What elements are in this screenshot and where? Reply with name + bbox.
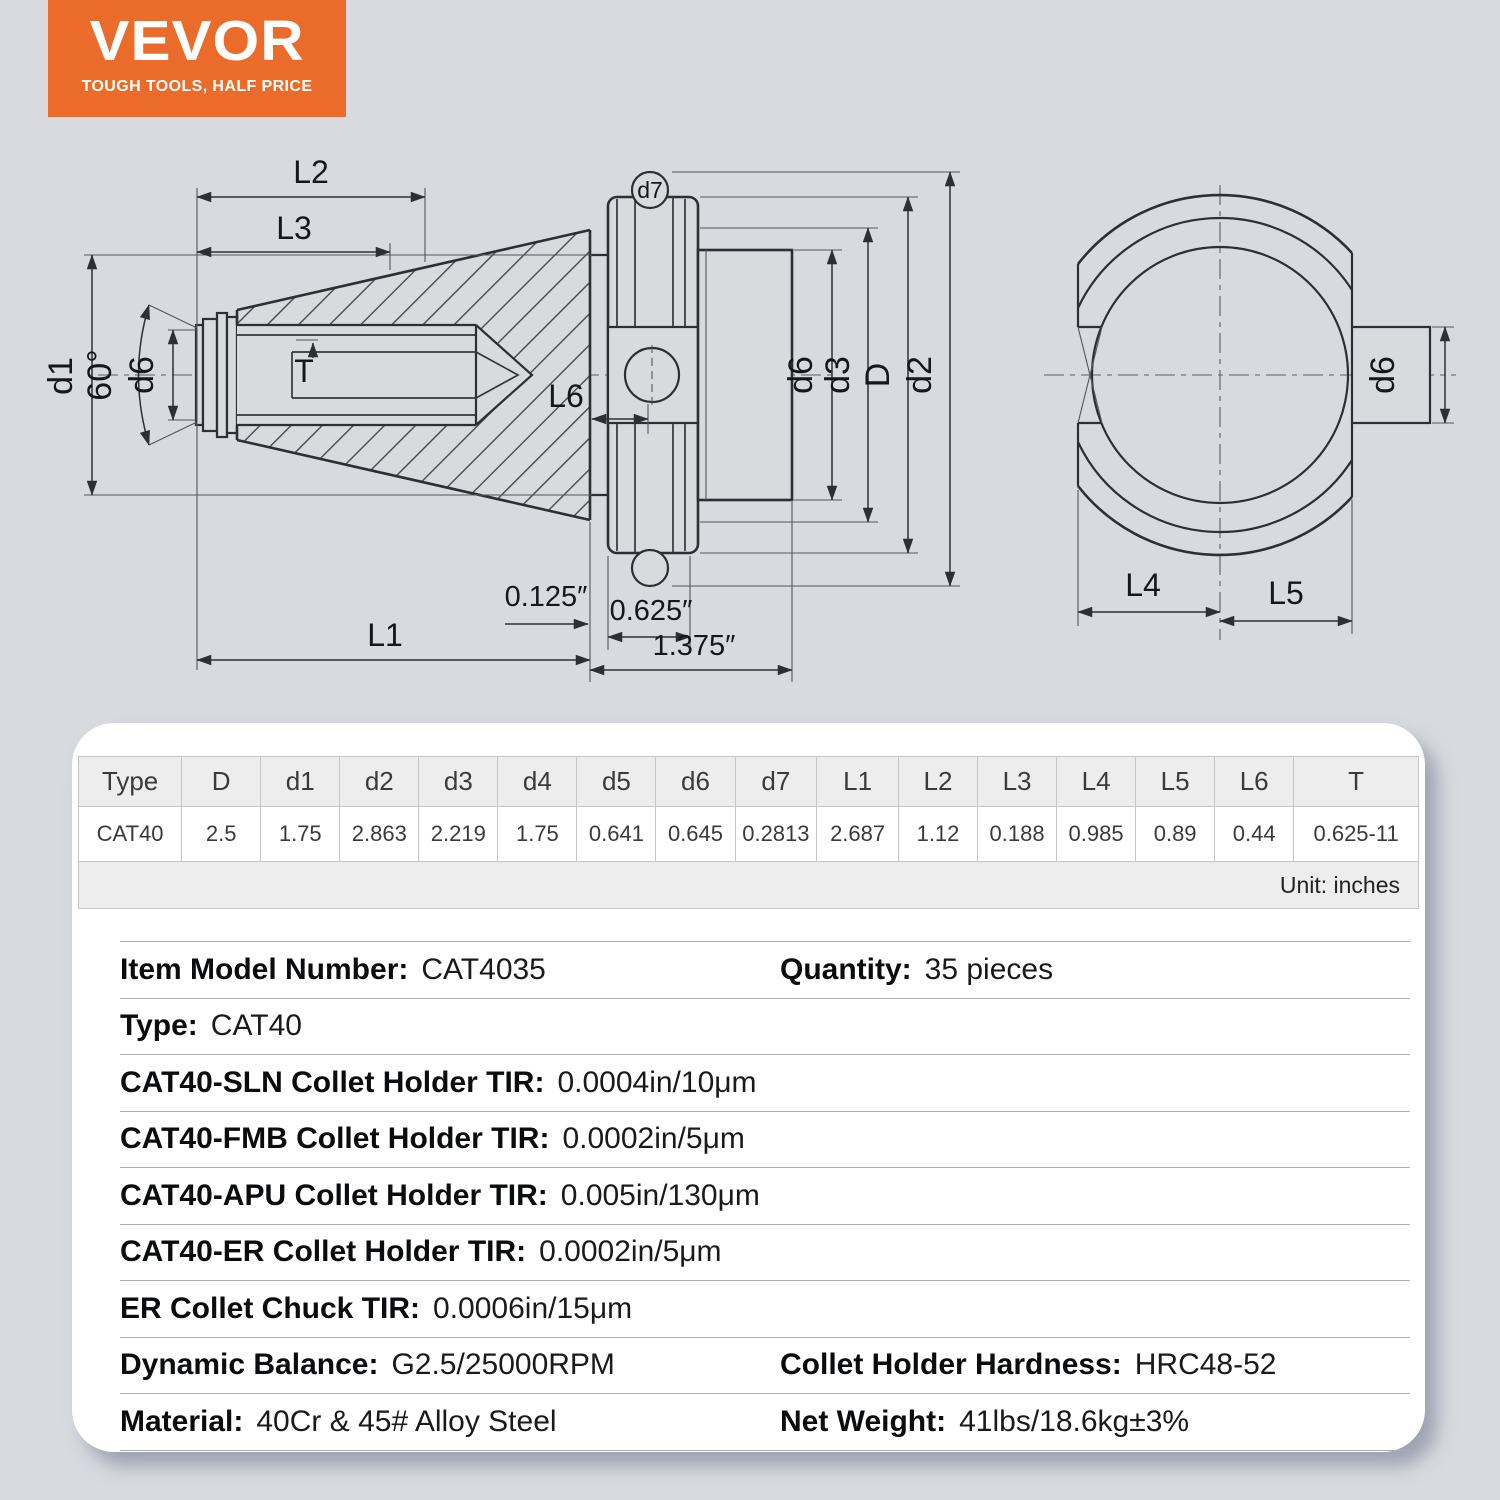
unit-row — [79, 862, 1419, 909]
detail-value: 0.0002in/5μm — [539, 1235, 722, 1269]
detail-value: 0.0002in/5μm — [562, 1122, 745, 1156]
col-header: L5 — [1136, 757, 1215, 807]
col-header: L6 — [1215, 757, 1294, 807]
dim-label-d3: d3 — [819, 356, 857, 394]
detail-row-sln-tir — [120, 1055, 1410, 1112]
detail-label: Item Model Number: — [120, 952, 409, 986]
detail-value: G2.5/25000RPM — [391, 1348, 615, 1382]
dim-label-60deg: 60° — [81, 349, 119, 401]
dim-label-d6-bore: d6 — [123, 356, 161, 394]
dim-label-d7: d7 — [637, 177, 663, 203]
dim-label-0125: 0.125″ — [504, 581, 588, 613]
spec-cell: 1.75 — [261, 807, 340, 862]
detail-value: 35 pieces — [924, 952, 1054, 986]
detail-value: HRC48-52 — [1134, 1348, 1277, 1382]
detail-row-balance — [120, 1338, 1410, 1395]
spec-cell: 1.75 — [498, 807, 577, 862]
detail-value: 0.0006in/15μm — [433, 1291, 633, 1325]
spec-cell: 2.863 — [340, 807, 419, 862]
dim-l4-l5 — [1078, 490, 1352, 634]
detail-row-chuck-tir — [120, 1281, 1410, 1338]
spec-cell: 0.645 — [656, 807, 735, 862]
col-header: L3 — [978, 757, 1057, 807]
dim-label-l2: L2 — [293, 154, 329, 190]
detail-label: CAT40-ER Collet Holder TIR: — [120, 1235, 527, 1269]
taper-body — [237, 230, 590, 520]
dim-label-l6: L6 — [548, 378, 584, 414]
details-list — [120, 941, 1410, 1451]
detail-row-er-tir — [120, 1225, 1410, 1282]
col-header: L2 — [898, 757, 977, 807]
detail-label: CAT40-FMB Collet Holder TIR: — [120, 1122, 550, 1156]
col-header: d7 — [735, 757, 817, 807]
detail-label: Quantity: — [780, 952, 912, 986]
collet-nose — [196, 313, 237, 437]
detail-label: ER Collet Chuck TIR: — [120, 1291, 421, 1325]
detail-label: Dynamic Balance: — [120, 1348, 379, 1382]
technical-drawing — [0, 0, 1500, 740]
dim-label-l1: L1 — [367, 617, 403, 653]
detail-value: 0.005in/130μm — [560, 1178, 760, 1212]
spec-data-row — [79, 807, 1419, 862]
detail-label: Collet Holder Hardness: — [780, 1348, 1122, 1382]
col-header: d5 — [577, 757, 656, 807]
spec-table — [78, 756, 1419, 909]
dim-label-d2: d2 — [901, 356, 939, 394]
spec-card — [72, 723, 1425, 1452]
brand-name: VEVOR — [89, 9, 305, 73]
col-header: T — [1294, 757, 1419, 807]
unit-note: Unit: inches — [79, 862, 1419, 909]
spec-cell: CAT40 — [79, 807, 182, 862]
detail-value: 40Cr & 45# Alloy Steel — [256, 1404, 557, 1438]
dim-label-0625: 0.625″ — [609, 595, 693, 627]
detail-value: CAT40 — [210, 1009, 302, 1043]
spec-cell: 0.188 — [978, 807, 1057, 862]
col-header: d1 — [261, 757, 340, 807]
col-header: d3 — [419, 757, 498, 807]
rear-cylinder — [698, 250, 792, 500]
col-header: D — [182, 757, 261, 807]
dim-label-d6-body: d6 — [782, 356, 820, 394]
detail-label: Material: — [120, 1404, 244, 1438]
spec-cell: 0.641 — [577, 807, 656, 862]
col-header: d4 — [498, 757, 577, 807]
col-header: L1 — [817, 757, 899, 807]
detail-label: Type: — [120, 1009, 198, 1043]
retention-ball-bottom — [632, 550, 668, 586]
dim-label-l5: L5 — [1268, 575, 1304, 611]
detail-label: Net Weight: — [780, 1404, 947, 1438]
spec-cell: 2.219 — [419, 807, 498, 862]
detail-row-material — [120, 1394, 1410, 1451]
spec-cell: 1.12 — [898, 807, 977, 862]
spec-cell: 0.985 — [1057, 807, 1136, 862]
dim-label-l3: L3 — [276, 210, 312, 246]
col-header: Type — [79, 757, 182, 807]
detail-label: CAT40-SLN Collet Holder TIR: — [120, 1065, 545, 1099]
spec-cell: 2.687 — [817, 807, 899, 862]
col-header: L4 — [1057, 757, 1136, 807]
spec-cell: 0.89 — [1136, 807, 1215, 862]
spec-cell: 0.44 — [1215, 807, 1294, 862]
detail-value: CAT4035 — [421, 952, 546, 986]
v-flange — [608, 197, 698, 553]
key-tab — [1352, 253, 1454, 497]
side-view — [42, 154, 960, 682]
end-view — [1044, 185, 1456, 640]
brand-tagline: TOUGH TOOLS, HALF PRICE — [81, 78, 313, 95]
dim-label-t: T — [294, 353, 314, 389]
col-header: d6 — [656, 757, 735, 807]
detail-row-apu-tir — [120, 1168, 1410, 1225]
detail-label: CAT40-APU Collet Holder TIR: — [120, 1178, 548, 1212]
spec-cell: 2.5 — [182, 807, 261, 862]
dim-bottom — [197, 502, 792, 682]
dim-label-1375: 1.375″ — [652, 630, 736, 662]
dim-label-d6-keyslot: d6 — [1364, 356, 1402, 394]
dim-label-l4: L4 — [1125, 567, 1161, 603]
spec-cell: 0.625-11 — [1294, 807, 1419, 862]
detail-row-model — [120, 941, 1410, 999]
dim-label-d: D — [859, 362, 897, 388]
col-header: d2 — [340, 757, 419, 807]
dim-label-d1: d1 — [42, 357, 80, 395]
spec-header-row — [79, 757, 1419, 807]
detail-value: 0.0004in/10μm — [557, 1065, 757, 1099]
detail-value: 41lbs/18.6kg±3% — [959, 1404, 1190, 1438]
detail-row-type — [120, 999, 1410, 1056]
detail-row-fmb-tir — [120, 1112, 1410, 1169]
spec-cell: 0.2813 — [735, 807, 817, 862]
